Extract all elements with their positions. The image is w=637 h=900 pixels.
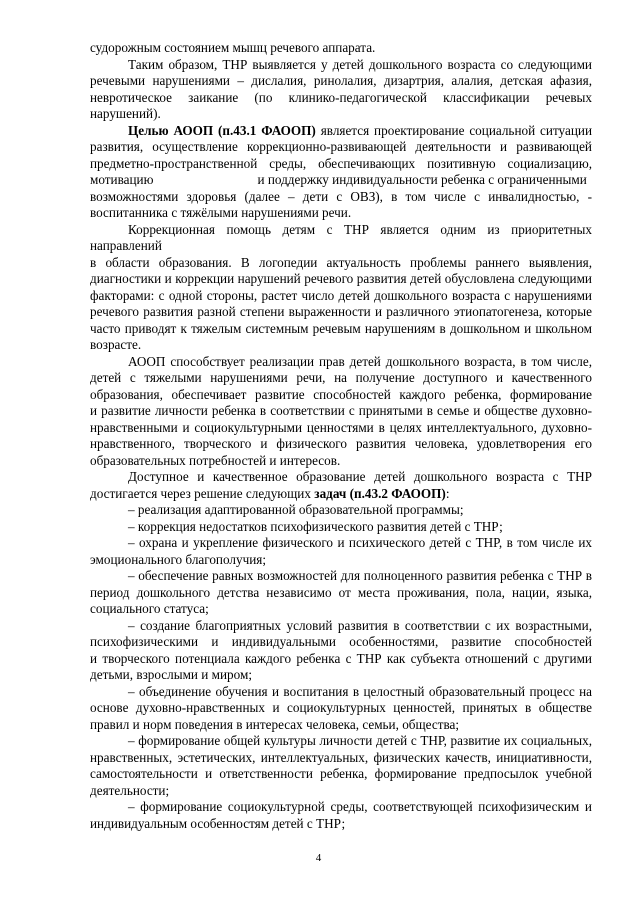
text-line: АООП способствует реализации прав детей дошкольного возраста, в том числе, [128, 353, 592, 369]
text-line: деятельности; [90, 782, 170, 798]
text-line: речевого развития разной степени выраженности и различного этиопатогенеза, которые [90, 304, 592, 319]
bold-text-run: Целью АООП (п.43.1 ФАООП) [128, 122, 316, 138]
bold-text-run: задач (п.43.2 ФАООП) [314, 485, 446, 501]
text-line: в области образования. В логопедии актуальность проблемы раннего выявления, [90, 254, 592, 270]
text-line: – формирование общей культуры личности детей с ТНР, развитие их социальных, [128, 733, 592, 748]
text-line: предметно-пространственной среды, обеспечивающих позитивную социализацию, [90, 155, 592, 171]
text-line: нравственных, эстетических, интеллектуальных, физических качеств, инициативности, [90, 749, 592, 765]
text-line: – формирование социокультурной среды, соответствующей психофизическим и [128, 799, 592, 814]
body-text [90, 40, 592, 832]
text-line: образования, обеспечивает развитие способностей каждого ребенка, формирование [90, 386, 592, 402]
text-line: и творческого потенциала каждого ребенка с ТНР как субъекта отношений с другими [90, 650, 592, 666]
text-line: – создание благоприятных условий развития в соответствии с их возрастными, [128, 617, 592, 633]
text-line: индивидуальным особенностям детей с ТНР; [90, 815, 346, 831]
text-run: мотивацию [90, 172, 154, 187]
text-line: возможностями здоровья (далее – дети с ОВЗ), в том числе с инвалидностью, - [90, 188, 592, 204]
text-line: нарушений). [90, 106, 161, 121]
text-line: часто приводят к тяжелым системным речевым нарушениям в дошкольном и школьном [90, 320, 592, 336]
text-line: – коррекция недостатков психофизического развития детей с ТНР; [128, 518, 503, 534]
text-line: нравственными и социокультурными ценностями в целях интеллектуального, духовно- [90, 419, 592, 435]
text-line: речевыми нарушениями – дислалия, ринолалия, дизартрия, алалия, детская афазия, [90, 73, 592, 88]
text-line [90, 123, 592, 140]
text-line: эмоционального благополучия; [90, 551, 266, 567]
text-line: – объединение обучения и воспитания в целостный образовательный процесс на [128, 683, 592, 699]
text-line: воспитанника с тяжёлыми нарушениями речи. [90, 205, 352, 220]
text-line: нравственного, творческого и физического развития человека, удовлетворения его [90, 436, 592, 451]
text-line [90, 486, 592, 503]
text-line: – реализация адаптированной образовательной программы; [128, 502, 464, 517]
text-run: : [445, 485, 450, 501]
text-line: психофизическими и индивидуальными особенностями, развитие способностей [90, 634, 592, 649]
text-line: факторами: с одной стороны, растет число детей дошкольного возраста с нарушениями [90, 287, 592, 303]
text-line: Таким образом, ТНР выявляется у детей дошкольного возраста со следующими [128, 56, 592, 72]
text-line: образовательных потребностей и интересов. [90, 452, 341, 468]
text-line: Доступное и качественное образование детей дошкольного возраста с ТНР [128, 469, 592, 484]
text-line: период дошкольного детства независимо от места проживания, пола, нации, языка, [90, 584, 592, 600]
text-line: детьми, взрослыми и миром; [90, 667, 252, 682]
text-line: социального статуса; [90, 601, 209, 616]
page-number: 4 [315, 852, 322, 864]
text-line: Коррекционная помощь детям с ТНР является одним из приоритетных направлений [90, 221, 592, 253]
text-line: правил и норм поведения в интересах человека, семьи, общества; [90, 716, 460, 732]
text-run: достигается через решение следующих [90, 485, 315, 501]
text-line: – обеспечение равных возможностей для полноценного развития ребенка с ТНР в [128, 568, 592, 583]
text-line: самостоятельности и ответственности ребенка, формирование предпосылок учебной [90, 766, 592, 781]
text-line: диагностики и коррекции нарушений речевого развития детей обусловлена следующими [90, 271, 592, 286]
text-line: и развитие личности ребенка в соответствии с принятыми в семье и обществе духовно- [90, 403, 592, 418]
text-line: – охрана и укрепление физического и психического детей с ТНР, в том числе их [128, 535, 592, 550]
text-line: невротическое заикание (по клинико-педагогической классификации речевых [90, 89, 592, 105]
text-line: развития, осуществление коррекционно-развивающей деятельности и развивающей [90, 139, 592, 154]
text-line [90, 172, 592, 189]
text-line: судорожным состоянием мышц речевого аппарата. [90, 40, 376, 55]
text-line: детей с тяжелыми нарушениями речи, на получение доступного и качественного [90, 370, 592, 385]
text-line: основе духовно-нравственных и социокультурных ценностей, принятых в обществе [90, 700, 592, 715]
text-run: и поддержку индивидуальности ребенка с ограниченными [257, 172, 587, 187]
text-line: возрасте. [90, 337, 142, 352]
text-run: является проектирование социальной ситуации [315, 122, 593, 138]
